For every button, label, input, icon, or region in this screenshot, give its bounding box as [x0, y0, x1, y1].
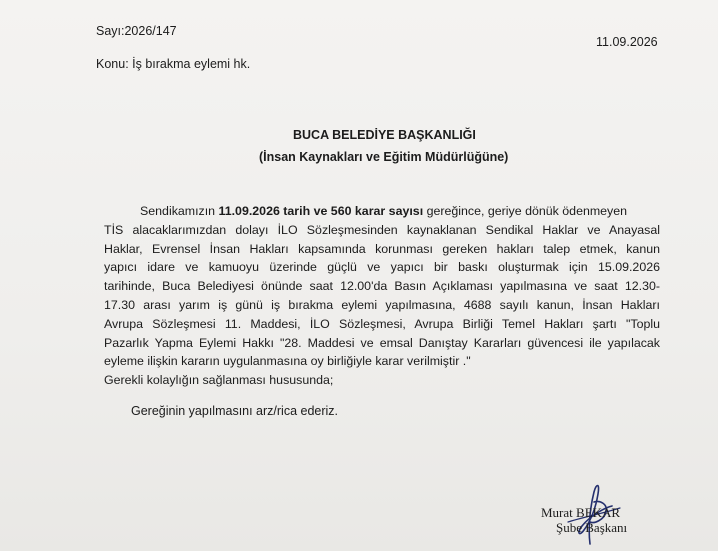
addressee-title: BUCA BELEDİYE BAŞKANLIĞI — [293, 128, 476, 142]
document-number: Sayı:2026/147 — [96, 24, 177, 38]
letter-body — [104, 202, 660, 390]
body-line: yapıcı idare ve kamuoyu üzerinde güçlü ve yapıcı bir baskı oluşturmak için 15.09.2026 — [104, 260, 660, 275]
body-line: TİS alacaklarımızdan dolayı İLO Sözleşmesinden kaynaklanan Sendikal Haklar ve Anayasal — [104, 222, 660, 237]
body-line: eyleme ilişkin kararın uygulanmasına oy birliğiyle karar verilmiştir ." — [104, 354, 471, 369]
body-bold-reference: 11.09.2026 tarih ve 560 karar sayısı — [218, 204, 424, 218]
body-line: Gerekli kolaylığın sağlanması hususunda; — [104, 373, 334, 388]
signatory-title: Şube Başkanı — [556, 520, 628, 535]
body-text: Sendikamızın — [140, 204, 219, 218]
document-subject: Konu: İş bırakma eylemi hk. — [96, 57, 251, 71]
body-line — [104, 202, 660, 221]
document-date: 11.09.2026 — [596, 35, 658, 49]
body-line: 17.30 arası yarım iş günü iş bırakma eylemi yapılmasına, 4688 sayılı kanun, İnsan Hakları — [104, 297, 660, 312]
closing-text: Gereğinin yapılmasını arz/rica ederiz. — [131, 404, 339, 418]
page-edge-artifact — [704, 490, 718, 545]
addressee-subtitle: (İnsan Kaynakları ve Eğitim Müdürlüğüne) — [259, 150, 509, 164]
body-line: Haklar, Evrensel İnsan Hakları kapsamında korunması gereken hakları talep etmek, kanun — [104, 241, 660, 256]
body-line: Pazarlık Yapma Eylemi Hakkı "28. Maddesi ve emsal Danıştay Kararları güvencesi ile yapılacak — [104, 335, 660, 350]
body-text: gereğince, geriye dönük ödenmeyen — [423, 204, 628, 218]
signatory-name: Murat BEKAR — [541, 505, 621, 520]
body-line: Avrupa Sözleşmesi 11. Maddesi, İLO Sözleşmesi, Avrupa Birliği Temel Hakları şartı "Toplu — [104, 316, 660, 331]
body-line: tarihinde, Buca Belediyesi önünde saat 12.00'da Basın Açıklaması yapılmasına ve saat 12.30- — [104, 279, 660, 294]
